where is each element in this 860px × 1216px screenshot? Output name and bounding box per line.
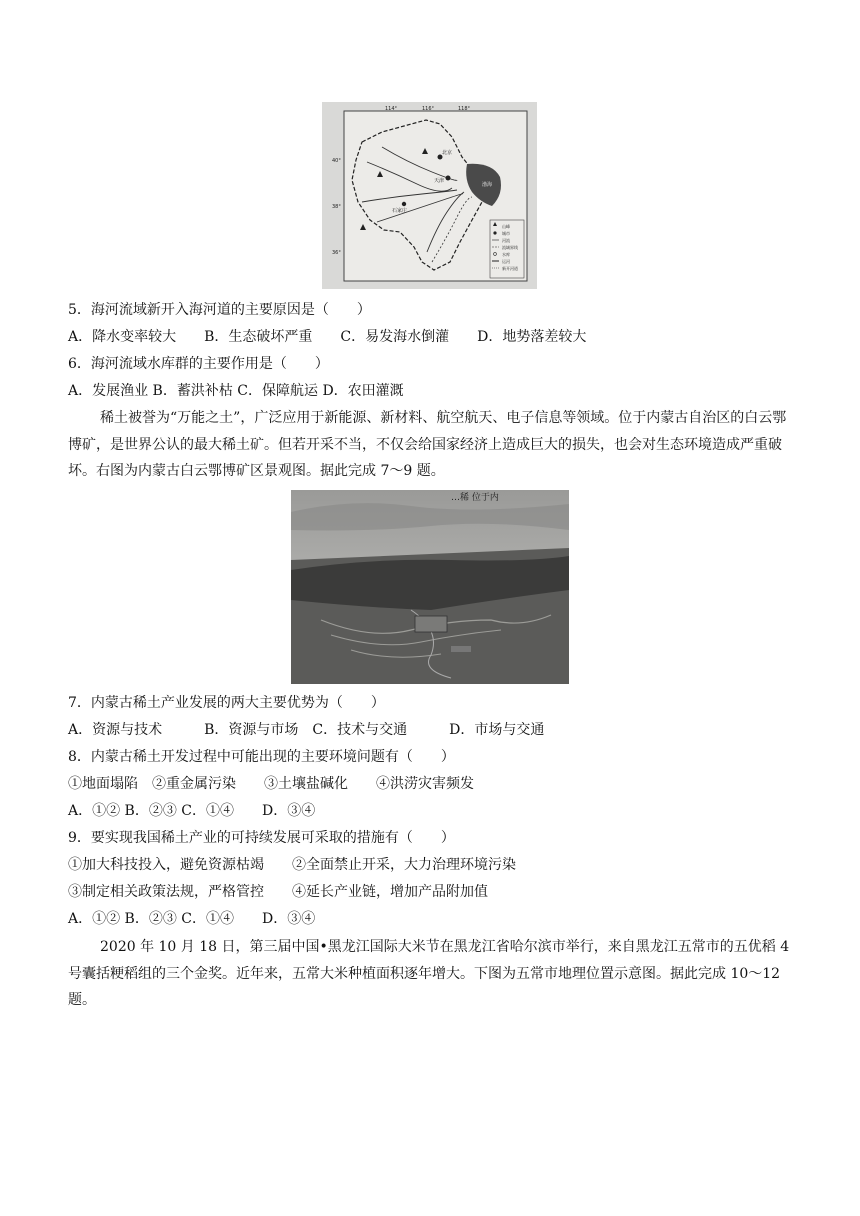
question-9-stem: 9．要实现我国稀土产业的可持续发展可采取的措施有（ ） [68, 830, 455, 846]
svg-text:新开河道: 新开河道 [502, 266, 518, 271]
map-lat-label: 38° [332, 204, 341, 210]
question-8-options: A．①② B．②③ C．①④ D．③④ [68, 803, 316, 819]
question-9-options: A．①② B．②③ C．①④ D．③④ [68, 911, 316, 927]
map-lon-label: 116° [422, 106, 435, 112]
question-8-choices: ①地面塌陷 ②重金属污染 ③土壤盐碱化 ④洪涝灾害频发 [68, 776, 474, 792]
map-lon-label: 118° [458, 106, 471, 112]
bayan-obo-mine-photo [291, 490, 569, 684]
map-label-tianjin: 天津 [434, 178, 445, 184]
map-label-shijiazhuang: 石家庄 [392, 208, 408, 214]
map-legend [490, 220, 524, 278]
map-lat-label: 36° [332, 250, 341, 256]
question-9-choices-2: ③制定相关政策法规，严格管控 ④延长产业链，增加产品附加值 [68, 884, 488, 900]
svg-text:河流: 河流 [502, 238, 510, 243]
passage-wuchang [68, 934, 794, 1014]
map-label-beijing: 北京 [442, 150, 453, 156]
question-9-choices-1: ①加大科技投入，避免资源枯竭 ②全面禁止开采，大力治理环境污染 [68, 857, 516, 873]
question-7-options: A．资源与技术 B．资源与市场 C．技术与交通 D．市场与交通 [68, 722, 545, 738]
svg-text:山峰: 山峰 [502, 224, 510, 229]
question-8-stem: 8．内蒙古稀土开发过程中可能出现的主要环境问题有（ ） [68, 749, 455, 765]
passage-wuchang-text: 2020 年 10 月 18 日，第三届中国•黑龙江国际大米节在黑龙江省哈尔滨市举行，来自黑龙江五常市的五优稻 4 号囊括粳稻组的三个金奖。近年来，五常大米种植面积逐年增大。下图为五常市地理位置示意图。据此完成 10～12 题。 [68, 939, 790, 1008]
svg-text:流域界线: 流域界线 [502, 245, 518, 250]
passage-rare-earth-text: 稀土被誉为“万能之土”，广泛应用于新能源、新材料、航空航天、电子信息等领域。位于内蒙古自治区的白云鄂博矿，是世界公认的最大稀土矿。但若开采不当，不仅会给国家经济上造成巨大的损失，也会对生态环境造成严重破坏。右图为内蒙古白云鄂博矿区景观图。据此完成 7～9 题。 [68, 410, 787, 479]
question-6-stem: 6．海河流域水库群的主要作用是（ ） [68, 356, 329, 372]
question-5-options: A．降水变率较大 B．生态破坏严重 C．易发海水倒灌 D．地势落差较大 [68, 329, 587, 345]
photo-caption-fragment: …稀 位于内 [451, 493, 499, 503]
svg-text:城市: 城市 [502, 231, 510, 236]
map-lat-label: 40° [332, 158, 341, 164]
haihe-basin-map [322, 102, 537, 289]
svg-text:运河: 运河 [502, 259, 510, 264]
question-6-options: A．发展渔业 B．蓄洪补枯 C．保障航运 D．农田灌溉 [68, 383, 404, 399]
passage-rare-earth [68, 405, 794, 485]
svg-text:水库: 水库 [502, 252, 510, 257]
map-label-bohai: 渤海 [482, 182, 493, 188]
question-7-stem: 7．内蒙古稀土产业发展的两大主要优势为（ ） [68, 695, 385, 711]
question-5-stem: 5．海河流域新开入海河道的主要原因是（ ） [68, 302, 371, 318]
map-lon-label: 114° [385, 106, 398, 112]
